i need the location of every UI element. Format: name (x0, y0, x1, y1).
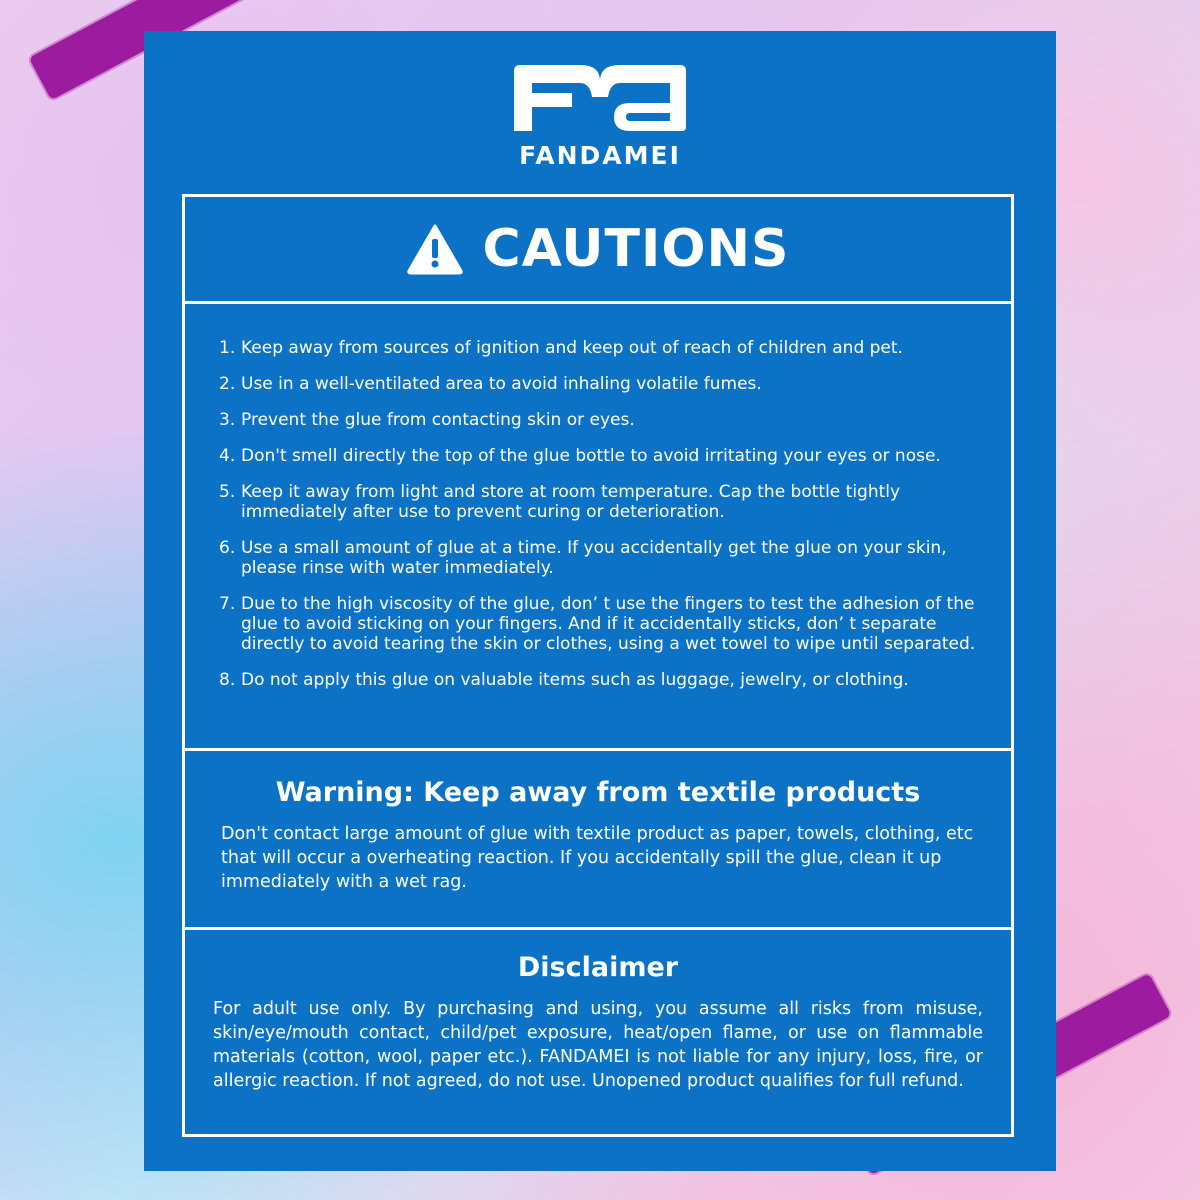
item-text: Don't smell directly the top of the glue bottle to avoid irritating your eyes or nose. (241, 446, 941, 466)
item-number: 6. (219, 538, 236, 558)
cautions-title: CAUTIONS (482, 219, 790, 279)
item-text: Use in a well-ventilated area to avoid inhaling volatile fumes. (241, 374, 762, 394)
caution-panel (144, 31, 1056, 1171)
item-number: 5. (219, 482, 236, 502)
list-item (219, 338, 981, 358)
list-item (219, 374, 981, 394)
item-number: 2. (219, 374, 236, 394)
warning-box (182, 748, 1014, 930)
warning-triangle-icon (406, 223, 464, 275)
cautions-list (219, 338, 981, 690)
item-number: 4. (219, 446, 236, 466)
disclaimer-title: Disclaimer (517, 952, 679, 983)
item-text: Do not apply this glue on valuable items such as luggage, jewelry, or clothing. (241, 670, 909, 690)
cautions-header-box (182, 194, 1014, 304)
item-text: Keep away from sources of ignition and keep out of reach of children and pet. (241, 338, 903, 358)
item-text: Due to the high viscosity of the glue, don’ t use the fingers to test the adhesion of the glue to avoid sticking on your fingers. And if it accidentally sticks, don’ t separate directly to avoid tearing the skin or clothes, using a wet towel to wipe until separated. (241, 594, 976, 654)
disclaimer-box (182, 927, 1014, 1137)
fandamei-logo-icon (510, 61, 690, 133)
warning-text: Don't contact large amount of glue with textile product as paper, towels, clothing, etc that will occur a overheating reaction. If you accidentally spill the glue, clean it up immediately with a wet rag. (221, 824, 974, 892)
disclaimer-text: For adult use only. By purchasing and using, you assume all risks from misuse, skin/eye/mouth contact, child/pet exposure, heat/open flame, or use on flammable materials (cotton, wool, paper etc.). FANDAMEI is not liable for any injury, loss, fire, or allergic reaction. If not agreed, do not use. Unopened product qualifies for full refund. (213, 999, 983, 1091)
brand-name: FANDAMEI (519, 141, 681, 170)
list-item (219, 594, 981, 654)
item-number: 8. (219, 670, 236, 690)
item-text: Use a small amount of glue at a time. If you accidentally get the glue on your skin, please rinse with water immediately. (241, 538, 947, 578)
list-item (219, 446, 981, 466)
brand-logo (144, 61, 1056, 170)
item-number: 1. (219, 338, 236, 358)
item-text: Prevent the glue from contacting skin or eyes. (241, 410, 635, 430)
list-item (219, 482, 981, 522)
cautions-list-box (182, 301, 1014, 751)
list-item (219, 538, 981, 578)
list-item (219, 670, 981, 690)
warning-title: Warning: Keep away from textile products (275, 777, 921, 808)
item-number: 3. (219, 410, 236, 430)
item-text: Keep it away from light and store at room temperature. Cap the bottle tightly immediately after use to prevent curing or deterioration. (241, 482, 901, 522)
list-item (219, 410, 981, 430)
item-number: 7. (219, 594, 236, 614)
